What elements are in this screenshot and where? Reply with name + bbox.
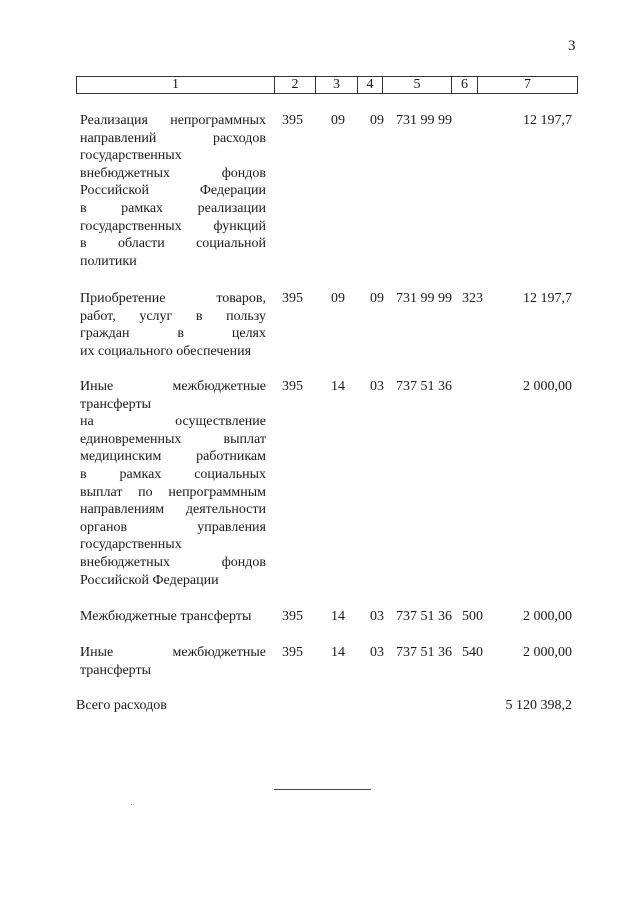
description-line: работ, услуг в пользу bbox=[80, 308, 266, 324]
row-description bbox=[80, 112, 266, 270]
row-description bbox=[80, 378, 266, 589]
cell-section: 14 bbox=[331, 645, 345, 660]
row-description bbox=[80, 290, 266, 360]
description-line: единовременных выплат bbox=[80, 431, 266, 447]
cell-amount: 2 000,00 bbox=[523, 379, 572, 394]
column-header-5: 5 bbox=[383, 77, 452, 94]
description-line: политики bbox=[80, 253, 137, 269]
cell-subsection: 09 bbox=[370, 113, 384, 128]
cell-ministry-code: 395 bbox=[282, 291, 303, 306]
column-header-2: 2 bbox=[275, 77, 316, 94]
description-line: Российской Федерации bbox=[80, 183, 266, 199]
cell-amount: 12 197,7 bbox=[523, 291, 572, 306]
column-header-3: 3 bbox=[316, 77, 358, 94]
row-description bbox=[80, 608, 280, 626]
cell-expense-type: 323 bbox=[462, 291, 483, 306]
description-line: в рамках социальных bbox=[80, 466, 266, 482]
column-header-row bbox=[77, 77, 578, 94]
total-amount: 5 120 398,2 bbox=[505, 698, 572, 713]
description-line: внебюджетных фондов bbox=[80, 554, 266, 570]
cell-expense-type: 540 bbox=[462, 645, 483, 660]
cell-amount: 12 197,7 bbox=[523, 113, 572, 128]
cell-section: 09 bbox=[331, 113, 345, 128]
description-line: трансферты bbox=[80, 396, 152, 412]
description-line: на осуществление bbox=[80, 414, 266, 430]
total-label: Всего расходов bbox=[76, 698, 167, 713]
cell-target-article: 737 51 36 bbox=[396, 645, 452, 660]
description-line: в рамках реализации bbox=[80, 200, 266, 216]
page-number: 3 bbox=[568, 38, 576, 54]
description-line: их социального обеспечения bbox=[80, 343, 252, 359]
cell-expense-type: 500 bbox=[462, 609, 483, 624]
cell-subsection: 03 bbox=[370, 379, 384, 394]
cell-subsection: 09 bbox=[370, 291, 384, 306]
cell-target-article: 737 51 36 bbox=[396, 609, 452, 624]
cell-ministry-code: 395 bbox=[282, 379, 303, 394]
description-line: Межбюджетные трансферты bbox=[80, 609, 252, 624]
column-header-table bbox=[76, 76, 578, 94]
cell-ministry-code: 395 bbox=[282, 645, 303, 660]
description-line: медицинским работникам bbox=[80, 449, 266, 465]
cell-target-article: 737 51 36 bbox=[396, 379, 452, 394]
cell-target-article: 731 99 99 bbox=[396, 113, 452, 128]
cell-ministry-code: 395 bbox=[282, 113, 303, 128]
cell-amount: 2 000,00 bbox=[523, 645, 572, 660]
cell-target-article: 731 99 99 bbox=[396, 291, 452, 306]
cell-section: 14 bbox=[331, 379, 345, 394]
description-line: Приобретение товаров, bbox=[80, 291, 266, 306]
column-header-1: 1 bbox=[77, 77, 275, 94]
description-line: органов управления bbox=[80, 519, 266, 535]
description-line: трансферты bbox=[80, 662, 152, 678]
description-line: государственных bbox=[80, 537, 182, 553]
cell-subsection: 03 bbox=[370, 609, 384, 624]
description-line: внебюджетных фондов bbox=[80, 165, 266, 181]
description-line: направлениям деятельности bbox=[80, 502, 266, 518]
column-header-4: 4 bbox=[358, 77, 383, 94]
description-line: Иные межбюджетные bbox=[80, 645, 266, 660]
cell-section: 14 bbox=[331, 609, 345, 624]
description-line: выплат по непрограммным bbox=[80, 484, 266, 500]
end-of-document-rule bbox=[274, 789, 371, 790]
scan-speck bbox=[131, 804, 132, 805]
description-line: Российской Федерации bbox=[80, 572, 219, 588]
cell-amount: 2 000,00 bbox=[523, 609, 572, 624]
description-line: Иные межбюджетные bbox=[80, 379, 266, 394]
cell-section: 09 bbox=[331, 291, 345, 306]
column-header-6: 6 bbox=[452, 77, 478, 94]
column-header-7: 7 bbox=[478, 77, 578, 94]
cell-ministry-code: 395 bbox=[282, 609, 303, 624]
cell-subsection: 03 bbox=[370, 645, 384, 660]
description-line: направлений расходов bbox=[80, 130, 266, 146]
row-description bbox=[80, 644, 266, 679]
description-line: государственных функций bbox=[80, 218, 266, 234]
description-line: граждан в целях bbox=[80, 326, 266, 342]
description-line: Реализация непрограммных bbox=[80, 113, 266, 128]
description-line: государственных bbox=[80, 148, 182, 164]
description-line: в области социальной bbox=[80, 236, 266, 252]
